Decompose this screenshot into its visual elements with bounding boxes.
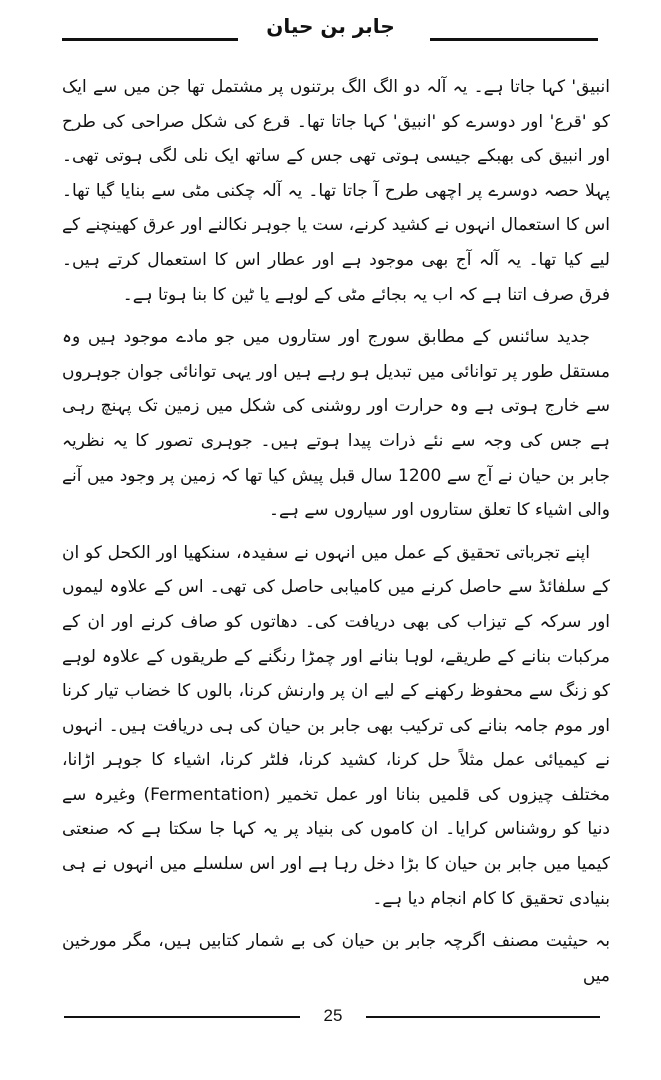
footer-rule-left (64, 1016, 300, 1018)
header-rule-left (62, 38, 238, 41)
body-text (62, 70, 610, 1001)
paragraph-1: انبیق' کہا جاتا ہے۔ یہ آلہ دو الگ الگ برتنوں پر مشتمل تھا جن میں سے ایک کو 'قرع' اور دوسرے کو 'انبیق' کہا جاتا تھا۔ قرع کی شکل صراحی کی طرح اور انبیق کی بھبکے جیسی ہوتی تھی جس کے ساتھ ایک نلی لگی ہوتی تھی۔ پہلا حصہ دوسرے پر اچھی طرح آ جاتا تھا۔ یہ آلہ چکنی مٹی سے بنایا گیا تھا۔ اس کا استعمال انہوں نے کشید کرنے، ست یا جوہر نکالنے اور عرق کھینچنے کے لیے کیا تھا۔ یہ آلہ آج بھی موجود ہے اور عطار اس کا استعمال کرتے ہیں۔ فرق صرف اتنا ہے کہ اب یہ بجائے مٹی کے لوہے یا ٹین کا بنا ہوتا ہے۔ (62, 77, 610, 305)
running-header-title: جابر بن حیان (266, 14, 395, 38)
footer-rule-right (366, 1016, 600, 1018)
paragraph-4: بہ حیثیت مصنف اگرچہ جابر بن حیان کی بے شمار کتابیں ہیں، مگر مورخین میں (62, 931, 610, 986)
paragraph-2: جدید سائنس کے مطابق سورج اور ستاروں میں جو مادے موجود ہیں وہ مستقل طور پر توانائی میں تبدیل ہو رہے ہیں اور یہی توانائی جوان جوہروں سے خارج ہوتی ہے وہ حرارت اور روشنی کی شکل میں زمین تک پہنچ رہی ہے جس کی وجہ سے نئے ذرات پیدا ہوتے ہیں۔ جوہری تصور کا یہ نظریہ جابر بن حیان نے آج سے 1200 سال قبل پیش کیا تھا کہ زمین پر وجود میں آنے والی اشیاء کا تعلق ستاروں اور سیاروں سے ہے۔ (62, 327, 611, 521)
paragraph-3: اپنے تجرباتی تحقیق کے عمل میں انہوں نے سفیدہ، سنکھیا اور الکحل کو ان کے سلفائڈ سے حاصل کرنے میں کامیابی حاصل کی تھی۔ اس کے علاوہ لیموں اور سرکہ کے تیزاب کی بھی دریافت کی۔ دھاتوں کو صاف کرنے اور ان کے مرکبات بنانے کے طریقے، لوہا بنانے اور چمڑا رنگنے کے طریقوں کے علاوہ لوہے کو زنگ سے محفوظ رکھنے کے لیے ان پر وارنش کرنا، بالوں کا خضاب تیار کرنا اور موم جامہ بنانے کی ترکیب بھی جابر بن حیان کی ہی دریافت ہیں۔ انہوں نے کیمیائی عمل مثلاً حل کرنا، کشید کرنا، فلٹر کرنا، اشیاء کا جوہر اڑانا، مختلف چیزوں کی قلمیں بنانا اور عمل تخمیر (Fermentation) وغیرہ سے دنیا کو روشناس کرایا۔ ان کاموں کی بنیاد پر یہ کہا جا سکتا ہے کہ صنعتی کیمیا میں جابر بن حیان کا بڑا دخل رہا ہے اور اس سلسلے میں انہوں نے ہی بنیادی تحقیق کا کام انجام دیا ہے۔ (62, 542, 610, 909)
page-number: 25 (323, 1006, 343, 1025)
header-rule-right (430, 38, 598, 41)
